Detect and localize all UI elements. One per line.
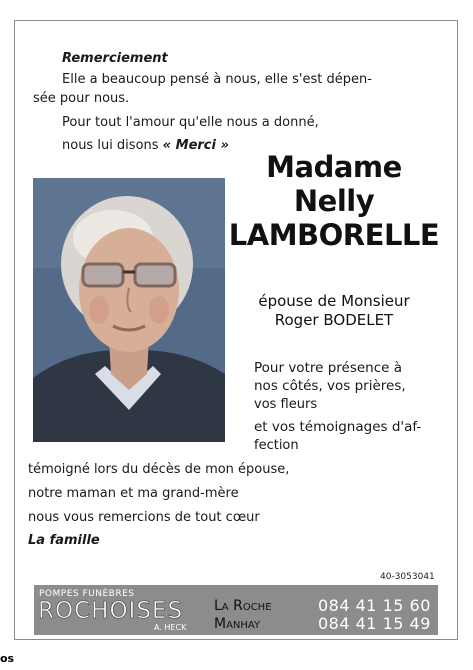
thanks-right-line-5: fection <box>254 438 299 453</box>
intro-line-3: Pour tout l'amour qu'elle nous a donné, <box>62 115 319 130</box>
intro-line-4-text: nous lui disons <box>62 138 163 153</box>
location-phone-1: 084 41 15 60 <box>318 596 431 615</box>
thanks-full-line-1: témoigné lors du décès de mon épouse, <box>28 462 290 477</box>
location-phone-2: 084 41 15 49 <box>318 614 431 633</box>
deceased-name-block <box>216 150 452 252</box>
thanks-right-line-2: nos côtés, vos prières, <box>254 378 406 394</box>
deceased-last-name: LAMBORELLE <box>228 218 440 252</box>
spouse-block <box>216 292 452 330</box>
thanks-right-line-4: et vos témoignages d'af- <box>254 419 422 435</box>
intro-line-2: sée pour nous. <box>33 91 130 106</box>
intro-line-1: Elle a beaucoup pensé à nous, elle s'est dépen- <box>62 72 372 87</box>
funeral-home-label: POMPES FUNÈBRES <box>39 589 135 599</box>
signature: La famille <box>28 533 100 548</box>
intro-line-4 <box>62 137 229 154</box>
spouse-line-1: épouse de Monsieur <box>258 292 410 310</box>
deceased-title: Madame <box>266 150 402 184</box>
thanks-right-line-3: vos fleurs <box>254 397 318 412</box>
portrait-photo <box>33 178 225 442</box>
spouse-line-2: Roger BODELET <box>274 311 394 329</box>
funeral-home-owner: A. HECK <box>154 623 187 632</box>
deceased-first-name: Nelly <box>293 184 375 218</box>
reference-number: 40-3053041 <box>380 572 435 582</box>
merci-emphasis: « Merci » <box>162 138 229 153</box>
location-place-1: La Roche <box>214 598 272 614</box>
thanks-right-line-1: Pour votre présence à <box>254 360 403 376</box>
thanks-full-line-3: nous vous remercions de tout cœur <box>28 510 260 525</box>
page-corner-text: os <box>0 652 15 665</box>
thanks-heading: Remerciement <box>62 51 168 66</box>
location-place-2: Manhay <box>214 616 261 632</box>
portrait-photo-icon <box>33 178 225 442</box>
funeral-home-logo: ROCHOISES <box>38 598 184 624</box>
funeral-home-banner <box>34 585 438 635</box>
thanks-full-line-2: notre maman et ma grand-mère <box>28 486 239 501</box>
